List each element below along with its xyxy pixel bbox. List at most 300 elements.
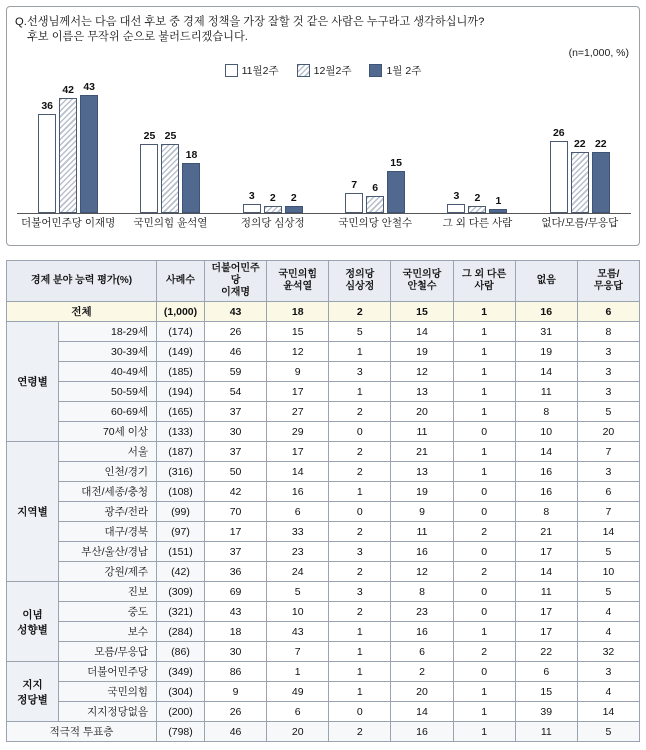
th-candidate-1-party: 더불어민주당 [211,263,260,286]
bar-value-4-2: 6 [372,182,379,194]
cell: 1 [329,642,391,662]
bar-5-2 [468,192,486,213]
cell: 7 [577,502,639,522]
cell: 9 [267,362,329,382]
cell: 5 [577,542,639,562]
cell: 9 [391,502,453,522]
bar-4-1 [345,179,363,213]
cell: 1 [453,682,515,702]
row-label-likely-voters: 적극적 투표층 [7,722,157,742]
cell: 1 [329,682,391,702]
cell: 7 [577,442,639,462]
table-row [7,642,640,662]
cell: 2 [329,462,391,482]
th-sample-size: 사례수 [157,261,205,302]
cell: 14 [391,702,453,722]
cell: 14 [515,362,577,382]
bar-group-3 [222,81,324,213]
cell: 30 [205,422,267,442]
chart-x-axis [17,213,631,214]
legend-label-2: 12월2주 [313,65,352,77]
cell: 6 [391,642,453,662]
cell-total-7: 6 [577,302,639,322]
table-row [7,482,640,502]
cell: 24 [267,562,329,582]
cell-total-2: 18 [267,302,329,322]
cell: 14 [515,442,577,462]
table-row [7,682,640,702]
cell: 4 [577,682,639,702]
bar-6-3 [592,138,610,213]
cell: 3 [329,582,391,602]
bar-value-2-3: 18 [185,149,198,161]
question-line-2 [15,30,631,45]
table-row [7,442,640,462]
cell: 17 [267,382,329,402]
cell: 17 [267,442,329,462]
bar-value-6-3: 22 [594,138,607,150]
x-label-5: 그 외 다른 사람 [442,217,513,229]
cell: 70 [205,502,267,522]
group-label-age: 연령별 [7,322,59,442]
cell: 0 [329,422,391,442]
bar-4-2 [366,182,384,213]
cell: 17 [515,602,577,622]
cell: 3 [577,662,639,682]
row-n: (174) [157,322,205,342]
bar-1-2 [59,84,77,213]
row-n: (99) [157,502,205,522]
cell: 8 [577,322,639,342]
row-n: (349) [157,662,205,682]
bar-value-1-2: 42 [62,84,74,96]
cell: 20 [577,422,639,442]
cell: 46 [205,342,267,362]
cell: 1 [453,722,515,742]
row-label: 50-59세 [59,382,157,402]
x-label-6: 없다/모름/무응답 [541,217,619,229]
row-label-total: 전체 [7,302,157,322]
bar-value-5-3: 1 [495,195,502,207]
th-candidate-2-party: 국민의힘 [278,269,318,280]
bar-value-5-1: 3 [453,190,460,202]
bar-value-5-2: 2 [474,192,481,204]
row-label: 진보 [59,582,157,602]
cell: 46 [205,722,267,742]
cell: 15 [515,682,577,702]
row-n-likely-voters: (798) [157,722,205,742]
cell: 5 [577,582,639,602]
cell: 16 [391,722,453,742]
cell: 3 [577,382,639,402]
cell: 1 [329,622,391,642]
th-candidate-3-name: 심상정 [345,281,375,292]
cell: 59 [205,362,267,382]
table-row [7,622,640,642]
bar-chart [17,81,631,213]
crosstab-table-wrapper [6,260,640,742]
bar-1-1 [38,100,56,213]
question-text-1: 선생님께서는 다음 대선 후보 중 경제 정책을 가장 잘할 것 같은 사람은 누구라고 생각하십니까? [27,16,485,28]
cell: 14 [391,322,453,342]
cell: 23 [267,542,329,562]
row-n: (309) [157,582,205,602]
table-row [7,382,640,402]
cell: 43 [267,622,329,642]
cell: 11 [391,422,453,442]
row-n: (284) [157,622,205,642]
cell: 14 [577,522,639,542]
bar-1-3 [80,81,98,213]
cell: 1 [453,322,515,342]
legend-item-2 [297,63,352,78]
cell: 2 [453,642,515,662]
group-label-party: 지지 정당별 [7,662,59,722]
bar-value-4-1: 7 [351,179,358,191]
th-other-line2: 사람 [474,281,494,292]
cell: 1 [453,382,515,402]
row-n: (149) [157,342,205,362]
cell-total-1: 43 [205,302,267,322]
cell: 18 [205,622,267,642]
row-n: (194) [157,382,205,402]
cell: 10 [515,422,577,442]
bar-value-2-1: 25 [143,130,156,142]
row-n: (187) [157,442,205,462]
th-candidate-4-name: 안철수 [407,281,437,292]
question-line-1 [15,15,631,30]
cell: 0 [329,702,391,722]
cell: 3 [577,362,639,382]
cell: 6 [577,482,639,502]
bar-value-1-1: 36 [41,100,53,112]
cell: 17 [205,522,267,542]
row-label: 40-49세 [59,362,157,382]
cell: 36 [205,562,267,582]
group-label-region: 지역별 [7,442,59,582]
row-n: (151) [157,542,205,562]
cell: 1 [453,442,515,462]
cell: 20 [267,722,329,742]
cell: 19 [391,342,453,362]
cell: 2 [329,562,391,582]
cell: 31 [515,322,577,342]
cell-total-4: 15 [391,302,453,322]
legend-swatch-icon-1 [225,64,238,77]
chart-legend [7,63,639,78]
cell: 21 [515,522,577,542]
cell: 13 [391,462,453,482]
cell: 9 [205,682,267,702]
th-dk-line2: 무응답 [593,281,623,292]
row-label: 지지정당없음 [59,702,157,722]
row-label: 모름/무응답 [59,642,157,662]
row-label: 국민의힘 [59,682,157,702]
bar-group-4 [324,81,426,213]
cell: 1 [329,382,391,402]
bar-6-1 [550,127,568,213]
row-n: (86) [157,642,205,662]
cell: 29 [267,422,329,442]
cell: 26 [205,322,267,342]
cell: 6 [267,702,329,722]
th-candidate-2-name: 윤석열 [283,281,313,292]
bar-value-3-3: 2 [290,192,297,204]
row-label: 중도 [59,602,157,622]
bar-group-2 [119,81,221,213]
bar-group-6 [529,81,631,213]
table-row [7,602,640,622]
row-label: 60-69세 [59,402,157,422]
cell: 69 [205,582,267,602]
cell: 1 [329,482,391,502]
legend-swatch-icon-3 [369,64,382,77]
row-label: 대구/경북 [59,522,157,542]
row-label: 18-29세 [59,322,157,342]
cell: 5 [577,722,639,742]
x-label-4: 국민의당 안철수 [338,217,413,229]
cell: 3 [329,542,391,562]
cell: 12 [391,562,453,582]
row-n: (185) [157,362,205,382]
cell: 37 [205,542,267,562]
cell: 32 [577,642,639,662]
cell: 50 [205,462,267,482]
bar-group-5 [426,81,528,213]
cell: 11 [515,582,577,602]
row-label: 30-39세 [59,342,157,362]
table-row [7,322,640,342]
cell: 86 [205,662,267,682]
cell-total-6: 16 [515,302,577,322]
th-candidate-3 [329,261,391,302]
cell: 11 [515,382,577,402]
legend-label-1: 11월2주 [241,65,279,77]
cell: 1 [453,402,515,422]
th-candidate-4-party: 국민의당 [402,269,442,280]
th-other [453,261,515,302]
cell: 39 [515,702,577,722]
cell: 33 [267,522,329,542]
bar-group-1 [17,81,119,213]
question-text-2: 후보 이름은 무작위 순으로 불러드리겠습니다. [27,31,248,43]
question-chart-panel [6,6,640,246]
th-dk-line1: 모름/ [597,269,620,280]
table-row-likely-voters [7,722,640,742]
th-candidate-4 [391,261,453,302]
cell: 6 [515,662,577,682]
x-label-1: 더불어민주당 이재명 [21,217,116,229]
cell: 23 [391,602,453,622]
table-row [7,542,640,562]
cell: 4 [577,622,639,642]
legend-item-1 [225,63,279,78]
cell: 2 [453,562,515,582]
cell-total-5: 1 [453,302,515,322]
cell: 1 [453,702,515,722]
cell: 42 [205,482,267,502]
row-label: 서울 [59,442,157,462]
cell: 19 [391,482,453,502]
table-row [7,362,640,382]
cell: 0 [453,502,515,522]
table-row [7,522,640,542]
bar-2-1 [140,130,158,213]
cell: 11 [515,722,577,742]
cell: 0 [453,542,515,562]
cell: 0 [453,602,515,622]
cell: 2 [391,662,453,682]
cell: 1 [453,622,515,642]
th-category: 경제 분야 능력 평가(%) [7,261,157,302]
cell: 2 [329,722,391,742]
table-row [7,402,640,422]
row-n: (200) [157,702,205,722]
table-header-row [7,261,640,302]
cell: 1 [453,342,515,362]
row-label: 대전/세종/충청 [59,482,157,502]
row-label: 광주/전라 [59,502,157,522]
bar-groups [17,81,631,213]
bar-3-3 [285,192,303,213]
cell: 26 [205,702,267,722]
cell: 1 [267,662,329,682]
row-n: (108) [157,482,205,502]
cell: 17 [515,542,577,562]
cell: 37 [205,402,267,422]
cell: 14 [577,702,639,722]
row-n: (42) [157,562,205,582]
cell: 20 [391,402,453,422]
cell: 10 [577,562,639,582]
bar-4-3 [387,157,405,213]
row-label: 보수 [59,622,157,642]
table-row [7,582,640,602]
cell: 37 [205,442,267,462]
row-label: 인천/경기 [59,462,157,482]
cell: 22 [515,642,577,662]
th-candidate-1-name: 이재명 [221,287,251,298]
bar-value-4-3: 15 [390,157,402,169]
row-n: (321) [157,602,205,622]
cell: 16 [515,462,577,482]
cell: 49 [267,682,329,702]
th-candidate-2 [267,261,329,302]
cell: 1 [329,662,391,682]
cell: 16 [391,542,453,562]
cell: 5 [577,402,639,422]
table-row [7,342,640,362]
cell: 0 [453,662,515,682]
cell: 8 [515,502,577,522]
cell: 12 [391,362,453,382]
cell: 2 [329,442,391,462]
cell-total-3: 2 [329,302,391,322]
cell: 17 [515,622,577,642]
row-n: (133) [157,422,205,442]
cell: 0 [453,582,515,602]
row-n: (304) [157,682,205,702]
table-row [7,502,640,522]
cell: 16 [515,482,577,502]
cell: 20 [391,682,453,702]
row-label: 부산/울산/경남 [59,542,157,562]
cell: 11 [391,522,453,542]
cell: 7 [267,642,329,662]
legend-swatch-icon-2 [297,64,310,77]
cell: 4 [577,602,639,622]
cell: 13 [391,382,453,402]
cell: 1 [453,462,515,482]
th-other-line1: 그 외 다른 [462,269,507,280]
cell: 0 [453,482,515,502]
chart-x-labels [17,215,631,230]
cell: 27 [267,402,329,422]
cell: 3 [577,342,639,362]
bar-6-2 [571,138,589,213]
cell: 8 [391,582,453,602]
row-label: 강원/제주 [59,562,157,582]
crosstab-table [6,260,640,742]
row-n-total: (1,000) [157,302,205,322]
cell: 1 [329,342,391,362]
cell: 16 [267,482,329,502]
cell: 19 [515,342,577,362]
cell: 15 [267,322,329,342]
cell: 2 [329,522,391,542]
table-row-total [7,302,640,322]
th-candidate-3-party: 정의당 [345,269,375,280]
bar-5-1 [447,190,465,213]
bar-value-1-3: 43 [83,81,95,93]
cell: 3 [577,462,639,482]
cell: 2 [329,602,391,622]
bar-2-2 [161,130,179,213]
bar-value-6-2: 22 [573,138,586,150]
report-page [0,6,646,742]
bar-3-2 [264,192,282,213]
bar-value-3-2: 2 [269,192,276,204]
cell: 0 [329,502,391,522]
cell: 5 [329,322,391,342]
th-none: 없음 [515,261,577,302]
table-row [7,562,640,582]
sample-size-note: (n=1,000, %) [568,47,629,59]
th-candidate-1 [205,261,267,302]
cell: 14 [267,462,329,482]
cell: 6 [267,502,329,522]
th-dk [577,261,639,302]
table-row [7,662,640,682]
group-label-ideology: 이념 성향별 [7,582,59,662]
cell: 2 [453,522,515,542]
bar-value-2-2: 25 [164,130,177,142]
cell: 43 [205,602,267,622]
row-label: 70세 이상 [59,422,157,442]
bar-value-6-1: 26 [552,127,565,139]
cell: 16 [391,622,453,642]
cell: 8 [515,402,577,422]
cell: 5 [267,582,329,602]
cell: 30 [205,642,267,662]
row-n: (316) [157,462,205,482]
cell: 21 [391,442,453,462]
cell: 0 [453,422,515,442]
table-row [7,422,640,442]
cell: 10 [267,602,329,622]
bar-2-3 [182,149,200,213]
question-marker: Q. [15,16,27,28]
